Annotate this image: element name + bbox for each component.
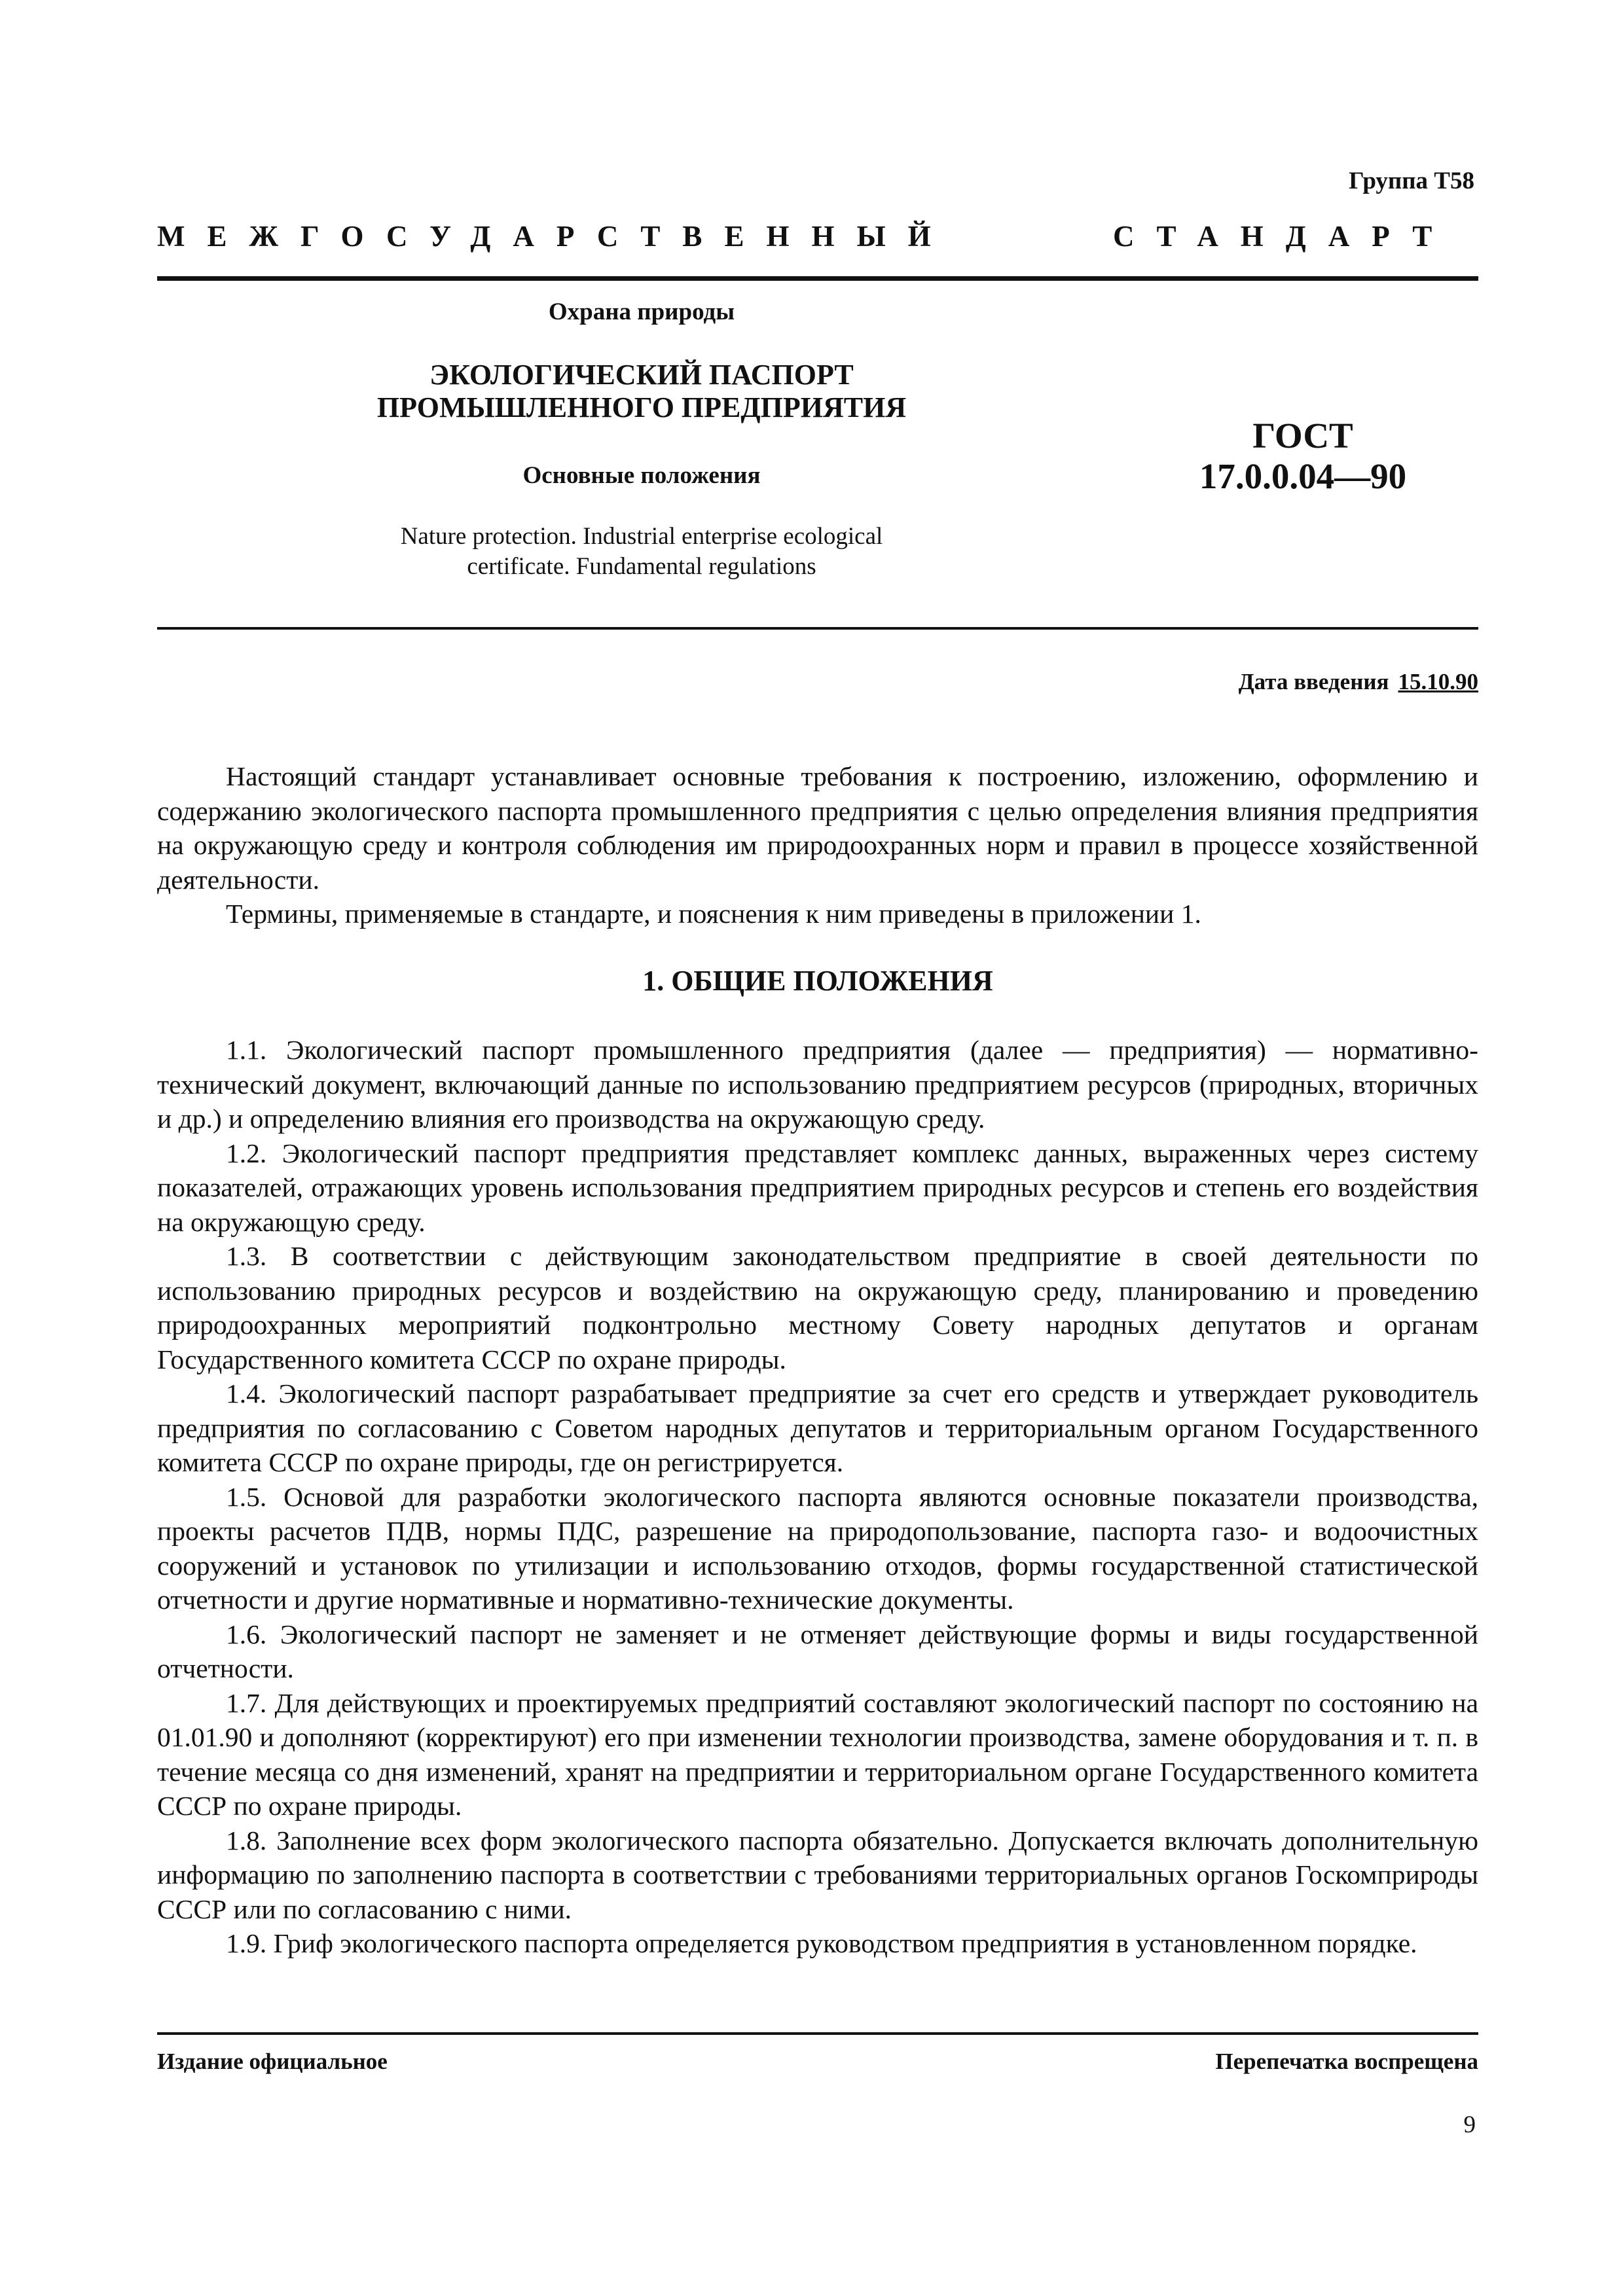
clause-paragraph: 1.6. Экологический паспорт не заменяет и не отменяет действующие формы и виды государственной отчетности. (157, 1619, 1478, 1683)
gost-label: ГОСТ (1252, 416, 1353, 456)
english-title-line: certificate. Fundamental regulations (467, 553, 816, 580)
title-line: ПРОМЫШЛЕННОГО ПРЕДПРИЯТИЯ (376, 391, 907, 423)
gost-designation (1165, 416, 1440, 497)
clause-paragraph: 1.7. Для действующих и проектируемых предприятий составляют экологический паспорт по состоянию на 01.01.90 и дополняют (корректируют) его при изменении технологии производства, замене оборудования и т. п. в течение месяца со дня изменений, хранят на предприятии и территориальном органе Государственного комитета СССР по охране природы. (157, 1687, 1478, 1821)
clause-paragraph: 1.3. В соответствии с действующим законодательством предприятие в своей деятельности по использованию природных ресурсов и воздействию на окружающую среду, планированию и проведению природоохранных мероприятий подконтрольно местному Совету народных депутатов и органам Государственного комитета СССР по охране природы. (157, 1241, 1478, 1374)
title-line: ЭКОЛОГИЧЕСКИЙ ПАСПОРТ (429, 359, 854, 391)
date-value: 15.10.90 (1398, 669, 1478, 694)
classification-group: Группа Т58 (1349, 168, 1474, 194)
reprint-prohibited-note: Перепечатка воспрещена (1215, 2049, 1478, 2074)
clause-paragraph: 1.5. Основой для разработки экологического паспорта являются основные показатели производства, проекты расчетов ПДВ, нормы ПДС, разрешение на природопользование, паспорта газо- и водоочистных сооружений и установок по утилизации и использованию отходов, формы государственной статистической отчетности и другие нормативные и нормативно-технические документы. (157, 1481, 1478, 1615)
intro-paragraph: Настоящий стандарт устанавливает основные требования к построению, изложению, оформлению и содержанию экологического паспорта промышленного предприятия с целью определения влияния предприятия на окружающую среду и контроля соблюдения им природоохранных норм и правил в процессе хозяйственной деятельности. (157, 761, 1478, 895)
subject-heading: Охрана природы (548, 298, 735, 325)
standard-label: СТАНДАРТ (1113, 220, 1455, 253)
intro-text (157, 759, 1478, 931)
intro-paragraph: Термины, применяемые в стандарте, и пояснения к ним приведены в приложении 1. (226, 899, 1201, 929)
section-points (157, 1033, 1478, 1961)
introduction-date (1239, 669, 1478, 695)
interstate-label: МЕЖГОСУДАРСТВЕННЫЙ (157, 220, 953, 253)
gost-number: 17.0.0.04—90 (1199, 456, 1407, 496)
clause-paragraph: 1.9. Гриф экологического паспорта определяется руководством предприятия в установленном порядке. (226, 1928, 1417, 1958)
official-edition-note: Издание официальное (157, 2049, 388, 2074)
english-title-line: Nature protection. Industrial enterprise ecological (400, 523, 883, 550)
header-rule (157, 276, 1478, 281)
clause-paragraph: 1.2. Экологический паспорт предприятия представляет комплекс данных, выраженных через систему показателей, отражающих уровень использования предприятием природных ресурсов и степень его воздействия на окружающую среду. (157, 1138, 1478, 1237)
footer-rule (157, 2032, 1478, 2035)
english-title (314, 522, 969, 582)
section-heading: 1. ОБЩИЕ ПОЛОЖЕНИЯ (642, 965, 993, 997)
clause-paragraph: 1.1. Экологический паспорт промышленного предприятия (далее — предприятия) — нормативно-технический документ, включающий данные по использованию предприятием ресурсов (природных, вторичных и др.) и определению влияния его производства на окружающую среду. (157, 1035, 1478, 1134)
page-number: 9 (1463, 2111, 1476, 2138)
clause-paragraph: 1.4. Экологический паспорт разрабатывает предприятие за счет его средств и утверждает руководитель предприятия по согласованию с Советом народных депутатов и территориальным органом Государственного комитета СССР по охране природы, где он регистрируется. (157, 1378, 1478, 1477)
date-label: Дата введения (1238, 669, 1389, 694)
title-block-rule (157, 627, 1478, 630)
document-title (314, 359, 969, 424)
clause-paragraph: 1.8. Заполнение всех форм экологического паспорта обязательно. Допускается включать дополнительную информацию по заполнению паспорта в соответствии с требованиями территориальных органов Госкомприроды СССР или по согласованию с ними. (157, 1825, 1478, 1924)
document-subtitle: Основные положения (522, 462, 761, 489)
